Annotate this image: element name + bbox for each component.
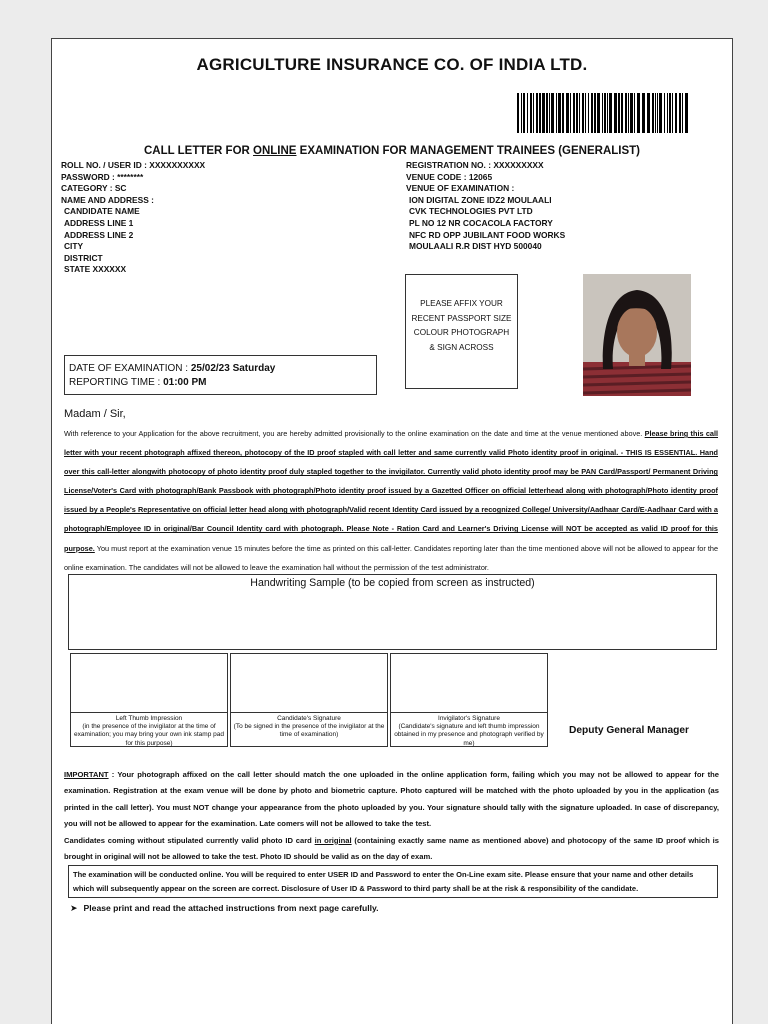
- left-thumb-box: [70, 653, 228, 747]
- exam-details-box: [64, 355, 377, 395]
- sig-title: Candidate's Signature: [277, 715, 341, 722]
- in-original: in original: [314, 835, 352, 845]
- candidate-photo: [583, 274, 691, 396]
- photo-affix-box: [405, 274, 518, 389]
- barcode: [517, 93, 692, 133]
- venue-line: PL NO 12 NR COCACOLA FACTORY: [409, 217, 553, 228]
- candidate-photo-image: [583, 274, 691, 396]
- sig-note: (Candidate's signature and left thumb impression obtained in my presence and photograph verified by me): [394, 723, 544, 747]
- exam-date-label: DATE OF EXAMINATION :: [69, 363, 191, 374]
- print-note: [70, 903, 379, 914]
- subtitle-post: EXAMINATION FOR MANAGEMENT TRAINEES (GENERALIST): [296, 145, 640, 157]
- call-letter-subtitle: [52, 145, 732, 157]
- exam-date-value: 25/02/23 Saturday: [190, 363, 276, 374]
- invigilator-signature-box: [390, 653, 548, 747]
- venue-line: CVK TECHNOLOGIES PVT LTD: [409, 206, 533, 217]
- venue-code: VENUE CODE : 12065: [406, 171, 493, 182]
- arrow-right-icon: ➤: [70, 903, 78, 913]
- company-title: AGRICULTURE INSURANCE CO. OF INDIA LTD.: [196, 55, 588, 74]
- venue-line: ION DIGITAL ZONE IDZ2 MOULAALI: [409, 194, 552, 205]
- password: PASSWORD : ********: [61, 171, 144, 182]
- photo-box-line: PLEASE AFFIX YOUR: [420, 299, 503, 308]
- reporting-time-label: REPORTING TIME :: [69, 377, 164, 388]
- para-reporting: You must report at the examination venue 15 minutes before the time as printed on this call-letter. Candidates reporting later than the time mentioned above will not be allowed to appear for the online examination. The candidates will not be allowed to leave the examination hall without the permission of the test administrator.: [64, 543, 718, 572]
- print-note-text: Please print and read the attached instructions from next page carefully.: [83, 903, 379, 913]
- candidate-details: [61, 160, 205, 276]
- reporting-time-value: 01:00 PM: [163, 377, 207, 388]
- photo-box-line: & SIGN ACROSS: [429, 342, 494, 352]
- address-line: DISTRICT: [64, 252, 103, 263]
- address-line: ADDRESS LINE 1: [64, 217, 134, 228]
- subtitle-pre: CALL LETTER FOR: [144, 145, 254, 157]
- venue-line: MOULAALI R.R DIST HYD 500040: [409, 241, 542, 252]
- address-line: CANDIDATE NAME: [64, 206, 140, 217]
- registration-no: REGISTRATION NO. : XXXXXXXXX: [406, 160, 544, 170]
- id-card-text-end: (containing exactly same name as mentioned above) and photocopy of the same ID proof which is brought in original will not be allowed to take the test. Photo ID should be valid as on the day of exam.: [64, 835, 719, 862]
- address-line: STATE XXXXXX: [64, 264, 127, 275]
- handwriting-sample-box: [68, 574, 717, 650]
- subtitle-online: ONLINE: [253, 145, 297, 157]
- venue-label: VENUE OF EXAMINATION :: [406, 183, 515, 194]
- address-line: CITY: [64, 241, 84, 252]
- para-id-proof: Please bring this call letter with your recent photograph affixed thereon, photocopy of the ID proof stapled with call letter and same currently valid Photo identity proof in original. - THIS IS ESSENTIAL. Hand over this call-letter alongwith photocopy of photo identity proof duly stapled together to the invigilator. Currently valid photo identity proof may be PAN Card/Passport/ Permanent Driving License/Voter's Card with photograph/Bank Passbook with photograph/Photo identity proof issued by a Gazetted Officer on official letterhead along with photograph/Photo identity proof issued by a People's Representative on official letter head along with photograph/Valid recent Identity Card issued by a recognized College/ University/Aadhaar Card/E-Aadhaar Card with a photograph/Employee ID in original/Bar Council Identity card with photograph. Please Note - Ration Card and Learner's Driving License will NOT be accepted as valid ID proof for this purpose.: [64, 429, 718, 553]
- photo-box-line: COLOUR PHOTOGRAPH: [413, 328, 510, 337]
- roll-no: ROLL NO. / USER ID : XXXXXXXXXX: [61, 160, 206, 170]
- sig-note: (To be signed in the presence of the invigilator at the time of examination): [233, 723, 385, 739]
- venue-details: [406, 160, 565, 253]
- sig-title: Left Thumb Impression: [115, 715, 183, 722]
- important-text: : Your photograph affixed on the call letter should match the one uploaded in the online application form, failing which you may not be allowed to appear for the examination. Registration at the exam venue will be done by photo and biometric capture. Photo captured will be matched with the photo uploaded by you in the application (as printed in the call letter). You must NOT change your appearance from the photo uploaded by you. Your signature should tally with the signature uploaded. In case of discrepancy, you will not be allowed to appear for the examination. Late comers will not be allowed to take the test.: [64, 770, 719, 829]
- photo-box-line: RECENT PASSPORT SIZE: [411, 313, 512, 323]
- venue-line: NFC RD OPP JUBILANT FOOD WORKS: [409, 229, 566, 240]
- sig-title: Invigilator's Signature: [438, 715, 500, 722]
- category: CATEGORY : SC: [61, 183, 127, 194]
- handwriting-title: Handwriting Sample (to be copied from screen as instructed): [250, 577, 535, 589]
- salutation: Madam / Sir,: [64, 408, 126, 420]
- deputy-general-manager: Deputy General Manager: [569, 725, 690, 736]
- sig-note: (in the presence of the invigilator at the time of examination; you may bring your own ink stamp pad for this purpose): [74, 723, 224, 747]
- important-section: [64, 767, 719, 865]
- id-card-text: Candidates coming without stipulated currently valid photo ID card: [64, 835, 315, 845]
- instructions-paragraph: [64, 424, 718, 577]
- call-letter-page: [51, 38, 733, 1024]
- para-intro: With reference to your Application for the above recruitment, you are hereby admitted provisionally to the online examination on the date and time at the venue mentioned above.: [64, 429, 645, 438]
- name-address-label: NAME AND ADDRESS :: [61, 194, 154, 205]
- candidate-signature-box: [230, 653, 388, 747]
- address-line: ADDRESS LINE 2: [64, 229, 134, 240]
- important-label: IMPORTANT: [64, 770, 109, 779]
- online-exam-notice: The examination will be conducted online. You will be required to enter USER ID and Password to enter the On-Line exam site. Please ensure that your name and other details which will subsequently appear on the screen are correct. Disclosure of User ID & Password to third party shall be at the risk & responsibility of the candidate.: [68, 865, 718, 898]
